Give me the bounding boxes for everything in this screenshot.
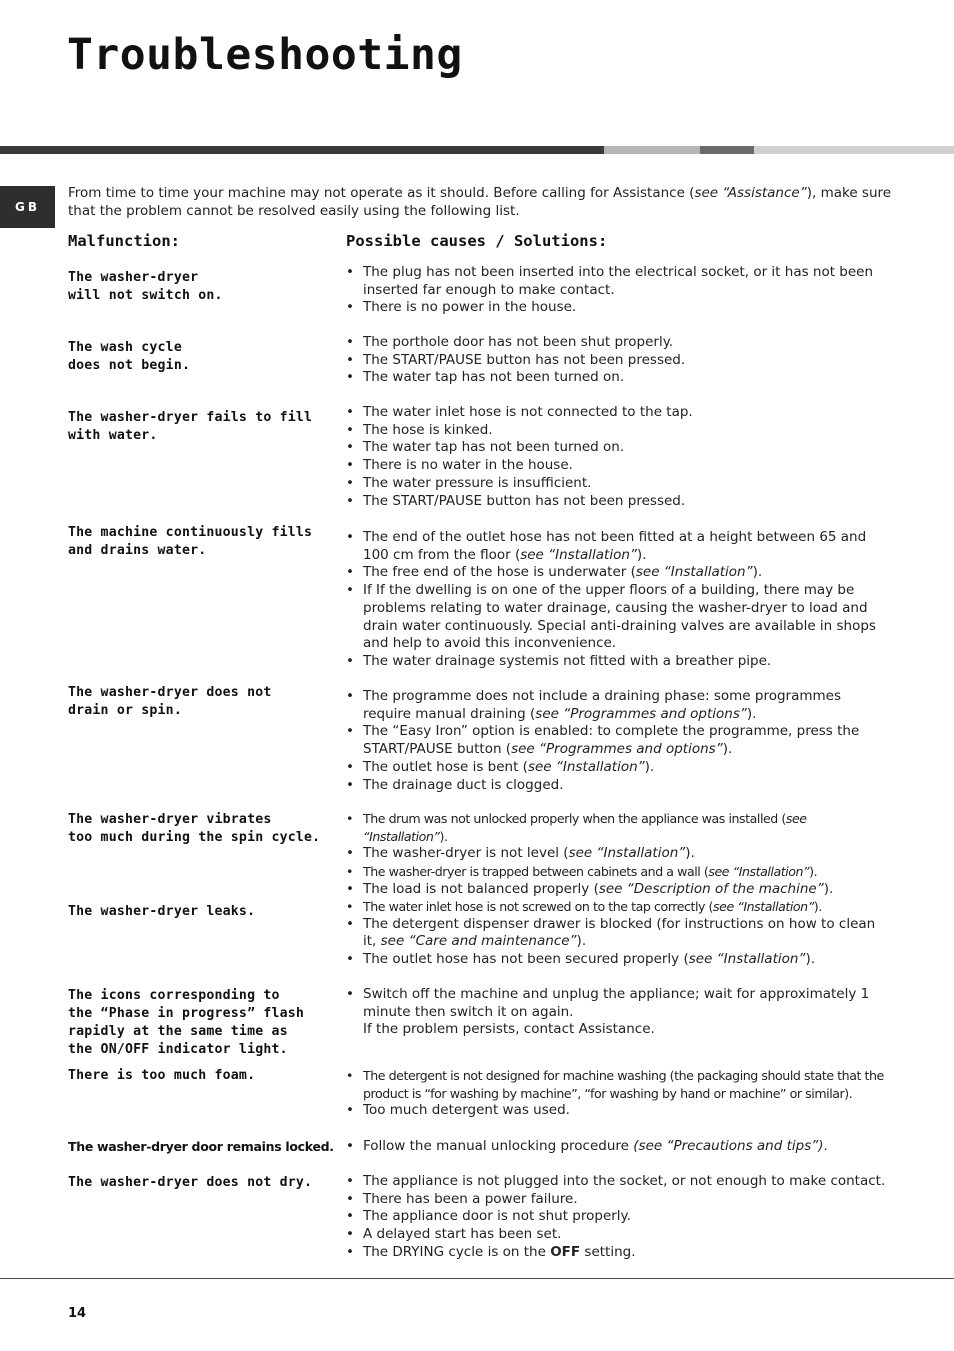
cause-reference: see “Programmes and options” bbox=[511, 741, 723, 758]
cause-text-end: ). bbox=[722, 741, 733, 758]
cause-text: The load is not balanced properly ( bbox=[363, 880, 599, 897]
language-tab: GB bbox=[0, 186, 55, 228]
causes-list bbox=[346, 810, 891, 899]
cause-text: If If the dwelling is on one of the upper floors of a building, there may be problems relating to water drainage, causing the washer-dryer to load and drain water continuously. Special anti-draining valves are available in shops and help to avoid this inconvenience. bbox=[363, 582, 876, 652]
cause-item bbox=[346, 529, 891, 564]
cause-item bbox=[346, 1208, 891, 1226]
cause-text-end: ). bbox=[644, 758, 655, 775]
cause-text: The water drainage systemis not fitted with a breather pipe. bbox=[363, 652, 772, 669]
cause-text: The appliance is not plugged into the socket, or not enough to make contact. bbox=[363, 1173, 886, 1189]
cause-item bbox=[346, 1138, 891, 1156]
causes-list bbox=[346, 264, 891, 317]
cause-item bbox=[346, 723, 891, 758]
causes-list bbox=[346, 1173, 891, 1262]
cause-text: The outlet hose has not been secured properly ( bbox=[363, 951, 689, 968]
malfunction-label: The icons corresponding to the “Phase in progress” flash rapidly at the same time as the ON/OFF indicator light. bbox=[68, 988, 305, 1057]
cause-reference: see “Care and maintenance” bbox=[380, 933, 577, 950]
cause-text: The plug has not been inserted into the electrical socket, or it has not been inserted far enough to make contact. bbox=[363, 264, 874, 298]
cause-item bbox=[346, 777, 891, 795]
cause-item bbox=[346, 475, 891, 493]
cause-item bbox=[346, 1244, 891, 1262]
cause-item bbox=[346, 493, 891, 511]
causes-list bbox=[346, 1067, 891, 1120]
cause-item bbox=[346, 334, 891, 352]
header-bar-light bbox=[604, 146, 700, 154]
cause-text: Switch off the machine and unplug the appliance; wait for approximately 1 minute then switch it on again. bbox=[363, 986, 870, 1020]
cause-text: Too much detergent was used. bbox=[363, 1102, 570, 1119]
malfunction-heading: Malfunction: bbox=[68, 232, 180, 250]
causes-list bbox=[346, 334, 891, 387]
cause-text: The free end of the hose is underwater ( bbox=[363, 564, 636, 581]
cause-text: If the problem persists, contact Assistance. bbox=[363, 1021, 655, 1038]
cause-text: The porthole door has not been shut properly. bbox=[363, 334, 674, 350]
cause-reference: (see “Precautions and tips”) bbox=[633, 1138, 824, 1154]
causes-heading: Possible causes / Solutions: bbox=[346, 232, 608, 250]
cause-item bbox=[346, 845, 891, 863]
cause-text: The washer-dryer is trapped between cabinets and a wall ( bbox=[363, 864, 709, 880]
cause-text: Follow the manual unlocking procedure bbox=[363, 1138, 634, 1154]
cause-text: The DRYING cycle is on the bbox=[363, 1243, 551, 1260]
cause-item bbox=[346, 986, 891, 1021]
cause-text-end: . bbox=[823, 1138, 828, 1154]
cause-reference: see “Installation” bbox=[527, 758, 645, 775]
malfunction-label: There is too much foam. bbox=[68, 1068, 256, 1083]
cause-item bbox=[346, 1021, 891, 1039]
cause-text-end: ). bbox=[746, 705, 757, 722]
cause-item bbox=[346, 863, 891, 881]
malfunction-label: The machine continuously fills and drains water. bbox=[68, 525, 313, 558]
malfunction-label: The washer-dryer leaks. bbox=[68, 904, 256, 919]
cause-reference: see “Installation” bbox=[568, 845, 686, 862]
cause-reference: see “Installation” bbox=[363, 811, 807, 844]
causes-list bbox=[346, 1138, 891, 1156]
cause-text: The water inlet hose is not connected to the tap. bbox=[363, 404, 693, 420]
cause-text-end: ). bbox=[823, 880, 834, 897]
cause-reference: see “Installation” bbox=[520, 546, 637, 563]
cause-text: The START/PAUSE button has not been pressed. bbox=[363, 351, 686, 368]
causes-list bbox=[346, 986, 891, 1039]
cause-text: The “Easy Iron” option is enabled: to complete the programme, press the START/PAUSE button ( bbox=[363, 723, 860, 758]
cause-text: The appliance door is not shut properly. bbox=[363, 1208, 631, 1225]
intro-text-end: ), make sure that the problem cannot be resolved easily using the following list. bbox=[68, 185, 892, 219]
cause-item bbox=[346, 1067, 891, 1102]
cause-item bbox=[346, 688, 891, 723]
cause-item bbox=[346, 1173, 891, 1191]
causes-list bbox=[346, 404, 891, 510]
cause-text: The washer-dryer is not level ( bbox=[363, 845, 569, 862]
cause-text: The water tap has not been turned on. bbox=[363, 369, 625, 386]
cause-text: The programme does not include a draining phase: some programmes require manual draining ( bbox=[363, 688, 841, 722]
cause-item bbox=[346, 1191, 891, 1209]
cause-item bbox=[346, 299, 891, 317]
cause-item bbox=[346, 1226, 891, 1244]
malfunction-label: The washer-dryer door remains locked. bbox=[68, 1139, 334, 1154]
cause-reference: see “Installation” bbox=[708, 864, 810, 880]
cause-item bbox=[346, 810, 891, 845]
intro-text: From time to time your machine may not operate as it should. Before calling for Assistance ( bbox=[68, 185, 695, 201]
malfunction-label: The wash cycle does not begin. bbox=[68, 340, 191, 373]
cause-text-end: ). bbox=[813, 899, 822, 914]
cause-text: A delayed start has been set. bbox=[363, 1226, 562, 1243]
cause-text-end: ). bbox=[439, 828, 448, 844]
cause-item bbox=[346, 352, 891, 370]
cause-item bbox=[346, 564, 891, 582]
cause-item bbox=[346, 951, 891, 969]
cause-emphasis: OFF bbox=[550, 1243, 581, 1260]
cause-text-end: ). bbox=[636, 546, 647, 563]
cause-text-end: ). bbox=[805, 951, 815, 968]
intro-paragraph bbox=[68, 184, 898, 220]
cause-item bbox=[346, 916, 891, 951]
cause-reference: see “Installation” bbox=[688, 951, 806, 968]
page-number: 14 bbox=[68, 1306, 87, 1321]
malfunction-label: The washer-dryer vibrates too much during the spin cycle. bbox=[68, 812, 321, 845]
cause-text: The water tap has not been turned on. bbox=[363, 439, 625, 456]
cause-item bbox=[346, 1102, 891, 1120]
cause-text: There is no water in the house. bbox=[363, 457, 573, 474]
cause-text: The detergent is not designed for machine washing (the packaging should state that the product is “for washing by machine”, “for washing by hand or machine” or similar). bbox=[363, 1068, 884, 1101]
header-bar-pale bbox=[754, 146, 954, 154]
cause-item bbox=[346, 422, 891, 440]
malfunction-label: The washer-dryer fails to fill with water. bbox=[68, 410, 313, 443]
cause-text-end: ). bbox=[752, 564, 763, 581]
cause-reference: see “Description of the machine” bbox=[598, 880, 824, 897]
cause-item bbox=[346, 582, 891, 653]
causes-list bbox=[346, 688, 891, 794]
causes-list bbox=[346, 898, 891, 969]
cause-text: The hose is kinked. bbox=[363, 421, 493, 438]
malfunction-label: The washer-dryer will not switch on. bbox=[68, 270, 223, 303]
malfunction-label: The washer-dryer does not dry. bbox=[68, 1175, 313, 1190]
cause-reference: see “Installation” bbox=[635, 564, 753, 581]
cause-item bbox=[346, 881, 891, 899]
cause-text: The water inlet hose is not screwed on to the tap correctly ( bbox=[363, 899, 714, 914]
header-bar-mid bbox=[700, 146, 754, 154]
malfunction-label: The washer-dryer does not drain or spin. bbox=[68, 685, 272, 718]
cause-text: There is no power in the house. bbox=[363, 299, 577, 316]
cause-item bbox=[346, 369, 891, 387]
page-title: Troubleshooting bbox=[67, 30, 463, 80]
cause-text-end: ). bbox=[809, 864, 818, 880]
cause-item bbox=[346, 264, 891, 299]
header-bar-dark bbox=[0, 146, 604, 154]
cause-item bbox=[346, 457, 891, 475]
footer-rule bbox=[0, 1278, 954, 1279]
cause-text-end: ). bbox=[576, 933, 587, 950]
cause-text: The detergent dispenser drawer is blocked (for instructions on how to clean it, bbox=[363, 915, 876, 950]
intro-reference: see “Assistance” bbox=[694, 185, 807, 201]
cause-text: There has been a power failure. bbox=[363, 1190, 578, 1207]
cause-item bbox=[346, 759, 891, 777]
cause-item bbox=[346, 898, 891, 916]
cause-item bbox=[346, 439, 891, 457]
cause-text: The START/PAUSE button has not been pressed. bbox=[363, 492, 686, 509]
cause-text: The end of the outlet hose has not been fitted at a height between 65 and 100 cm from the floor ( bbox=[363, 529, 867, 563]
cause-text-end: ). bbox=[685, 845, 695, 862]
cause-reference: see “Programmes and options” bbox=[535, 705, 747, 722]
cause-text: The water pressure is insufficient. bbox=[363, 474, 592, 491]
cause-item bbox=[346, 404, 891, 422]
cause-reference: see “Installation” bbox=[713, 899, 814, 914]
cause-item bbox=[346, 653, 891, 671]
causes-list bbox=[346, 529, 891, 671]
cause-text: The drum was not unlocked properly when the appliance was installed ( bbox=[363, 811, 786, 826]
cause-text: The drainage duct is clogged. bbox=[363, 776, 564, 793]
cause-text: The outlet hose is bent ( bbox=[363, 758, 528, 775]
cause-text-end: setting. bbox=[580, 1243, 636, 1260]
